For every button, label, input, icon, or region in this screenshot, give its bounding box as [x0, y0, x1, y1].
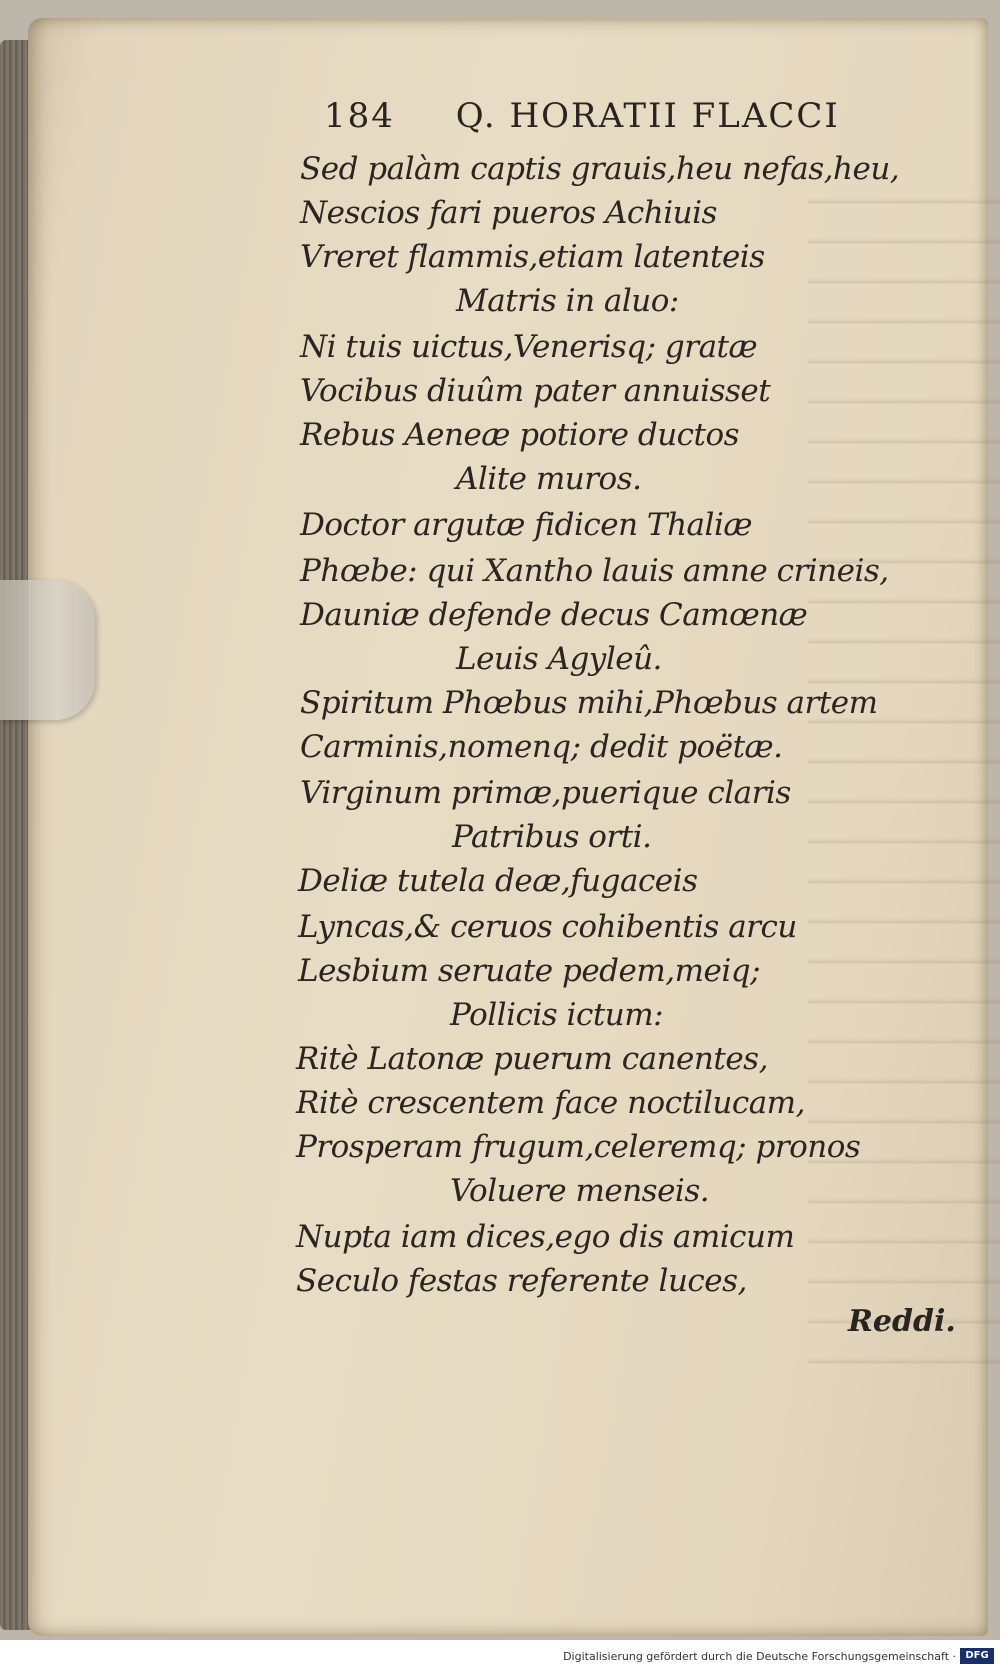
verse-line: Seculo festas referente luces, — [296, 1263, 747, 1299]
dfg-logo-icon: DFG — [960, 1648, 994, 1664]
book-clip — [0, 580, 95, 720]
verse-line: Carminis,nomenq; dedit poëtæ. — [300, 729, 783, 765]
verse-line: Doctor argutæ fidicen Thaliæ — [300, 507, 752, 543]
verse-line-indented: Patribus orti. — [452, 819, 652, 855]
verse-line: Ni tuis uictus,Venerisq; gratæ — [300, 329, 758, 365]
verse-line: Dauniæ defende decus Camœnæ — [300, 597, 808, 633]
verse-line: Lesbium seruate pedem,meiq; — [298, 953, 761, 989]
verse-line: Ritè crescentem face noctilucam, — [296, 1085, 805, 1121]
verse-line: Rebus Aeneæ potiore ductos — [300, 417, 740, 453]
footer-credit: Digitalisierung gefördert durch die Deutsche Forschungsgemeinschaft · — [563, 1650, 956, 1663]
verse-line-indented: Leuis Agyleû. — [456, 641, 662, 677]
verse-line: Prosperam frugum,celeremq; pronos — [296, 1129, 861, 1165]
verse-line-indented: Voluere menseis. — [450, 1173, 710, 1209]
running-head — [324, 96, 924, 146]
page-number: 184 — [324, 96, 395, 136]
verse-line: Ritè Latonæ puerum canentes, — [296, 1041, 768, 1077]
verse-line: Nescios fari pueros Achiuis — [300, 195, 717, 231]
verse-line: Lyncas,& ceruos cohibentis arcu — [298, 909, 797, 945]
verse-line: Vocibus diuûm pater annuisset — [300, 373, 771, 409]
verse-line: Spiritum Phœbus mihi,Phœbus artem — [300, 685, 878, 721]
verse-line-indented: Matris in aluo: — [456, 283, 679, 319]
verse-line: Virginum primæ,puerique claris — [300, 775, 791, 811]
running-title: Q. HORATII FLACCI — [455, 96, 840, 136]
verse-line-indented: Pollicis ictum: — [450, 997, 664, 1033]
verse-line: Deliæ tutela deæ,fugaceis — [298, 863, 698, 899]
verse-line: Vreret flammis,etiam latenteis — [300, 239, 765, 275]
verse-line: Sed palàm captis grauis,heu nefas,heu, — [300, 151, 900, 187]
digitization-footer — [0, 1642, 1000, 1672]
show-through-text — [808, 198, 1000, 1398]
catchword: Reddi. — [848, 1304, 956, 1339]
verse-line: Phœbe: qui Xantho lauis amne crineis, — [300, 553, 889, 589]
verse-line-indented: Alite muros. — [456, 461, 642, 497]
verse-line: Nupta iam dices,ego dis amicum — [296, 1219, 795, 1255]
